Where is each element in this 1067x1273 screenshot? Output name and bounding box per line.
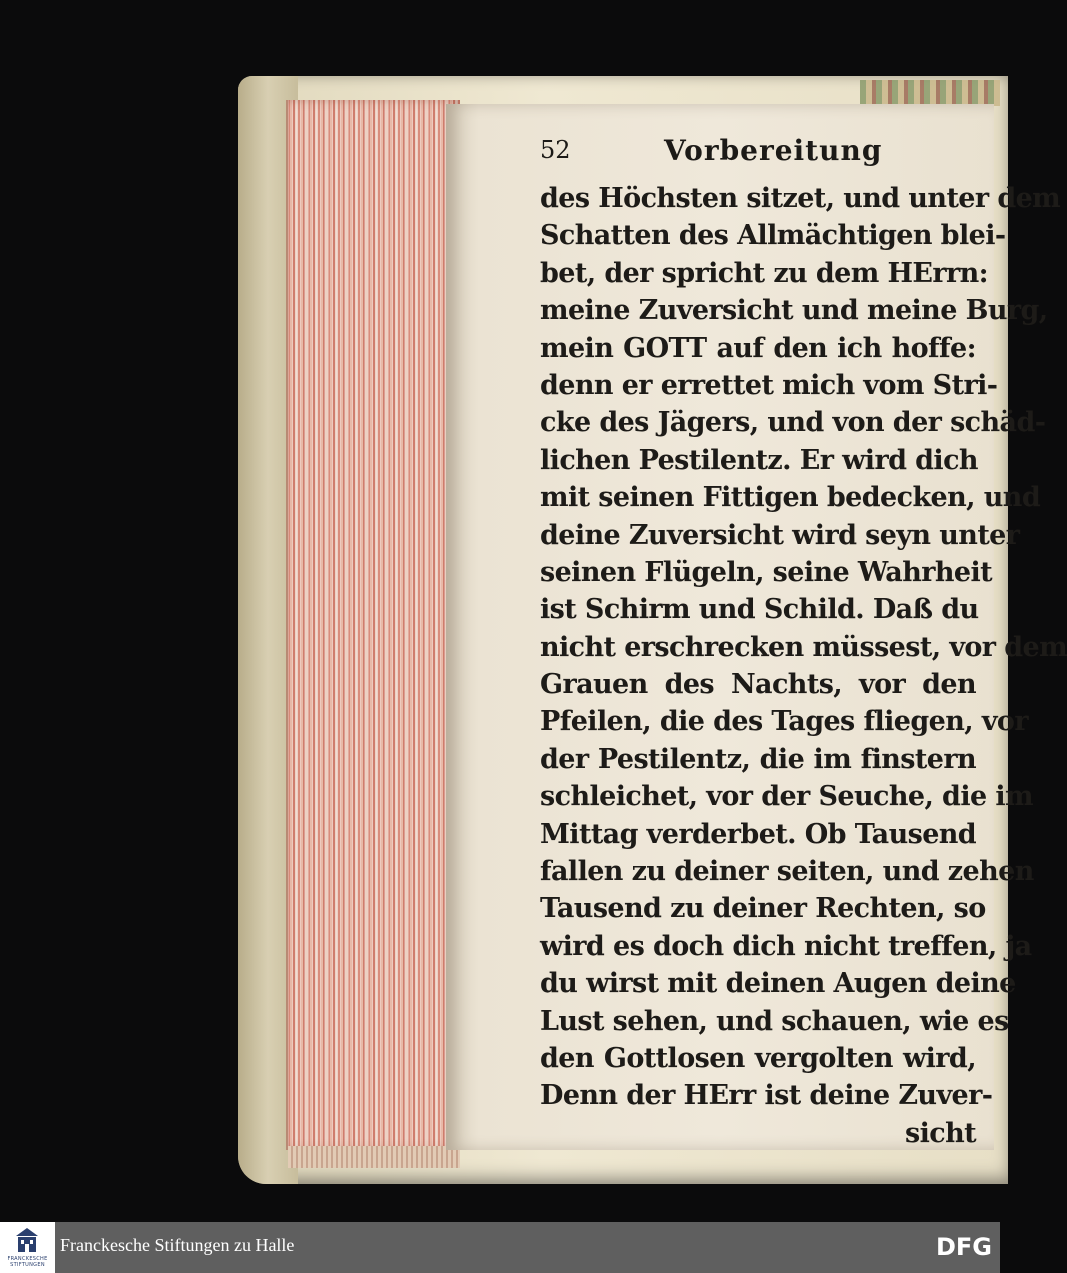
text-line: schleichet, vor der Seuche, die im — [540, 781, 1033, 813]
footer-bar — [0, 1222, 1000, 1273]
body-text — [540, 180, 1067, 1152]
text-line: Grauen des Nachts, vor den — [540, 669, 976, 701]
text-line: seinen Flügeln, seine Wahrheit — [540, 556, 992, 588]
catchword: sicht — [905, 1117, 976, 1149]
dfg-logo[interactable]: DFG — [935, 1233, 992, 1261]
text-line: ist Schirm und Schild. Daß du — [540, 594, 979, 626]
text-line: wird es doch dich nicht treffen, ja — [540, 930, 1032, 962]
text-line: Denn der HErr ist deine Zuver- — [540, 1080, 993, 1112]
running-head: Vorbereitung — [664, 134, 883, 167]
headband — [860, 80, 1000, 106]
text-line: nicht erschrecken müssest, vor dem — [540, 631, 1067, 663]
text-line: des Höchsten sitzet, und unter dem — [540, 183, 1061, 214]
text-line: mein GOTT auf den ich hoffe: — [540, 332, 976, 364]
text-line: der Pestilentz, die im finstern — [540, 743, 976, 775]
page-header — [540, 134, 960, 174]
orphanage-emblem-icon — [16, 1228, 38, 1254]
text-line: deine Zuversicht wird seyn unter — [540, 519, 1020, 551]
text-line: lichen Pestilentz. Er wird dich — [540, 444, 978, 476]
text-line: Schatten des Allmächtigen blei- — [540, 220, 1006, 252]
text-line: denn er errettet mich vom Stri- — [540, 369, 998, 401]
text-line: bet, der spricht zu dem HErrn: — [540, 257, 989, 289]
text-line: den Gottlosen vergolten wird, — [540, 1042, 976, 1074]
institution-name: Franckesche Stiftungen zu Halle — [60, 1235, 295, 1255]
text-line: Mittag verderbet. Ob Tausend — [540, 818, 977, 850]
logo-caption: FRANCKESCHE STIFTUNGEN — [7, 1256, 48, 1268]
text-line: cke des Jägers, und von der schäd- — [540, 407, 1046, 439]
text-line: Lust sehen, und schauen, wie es — [540, 1005, 1009, 1037]
page-edges — [286, 100, 460, 1150]
text-line: fallen zu deiner seiten, und zehen — [540, 856, 1034, 888]
text-line: meine Zuversicht und meine Burg, — [540, 295, 1048, 327]
text-line: mit seinen Fittigen bedecken, und — [540, 482, 1041, 514]
text-line: Pfeilen, die des Tages fliegen, vor — [540, 706, 1028, 738]
text-line: Tausend zu deiner Rechten, so — [540, 893, 986, 925]
page-number: 52 — [540, 136, 571, 164]
text-line: du wirst mit deinen Augen deine — [540, 968, 1016, 1000]
institution-logo[interactable] — [0, 1222, 55, 1273]
